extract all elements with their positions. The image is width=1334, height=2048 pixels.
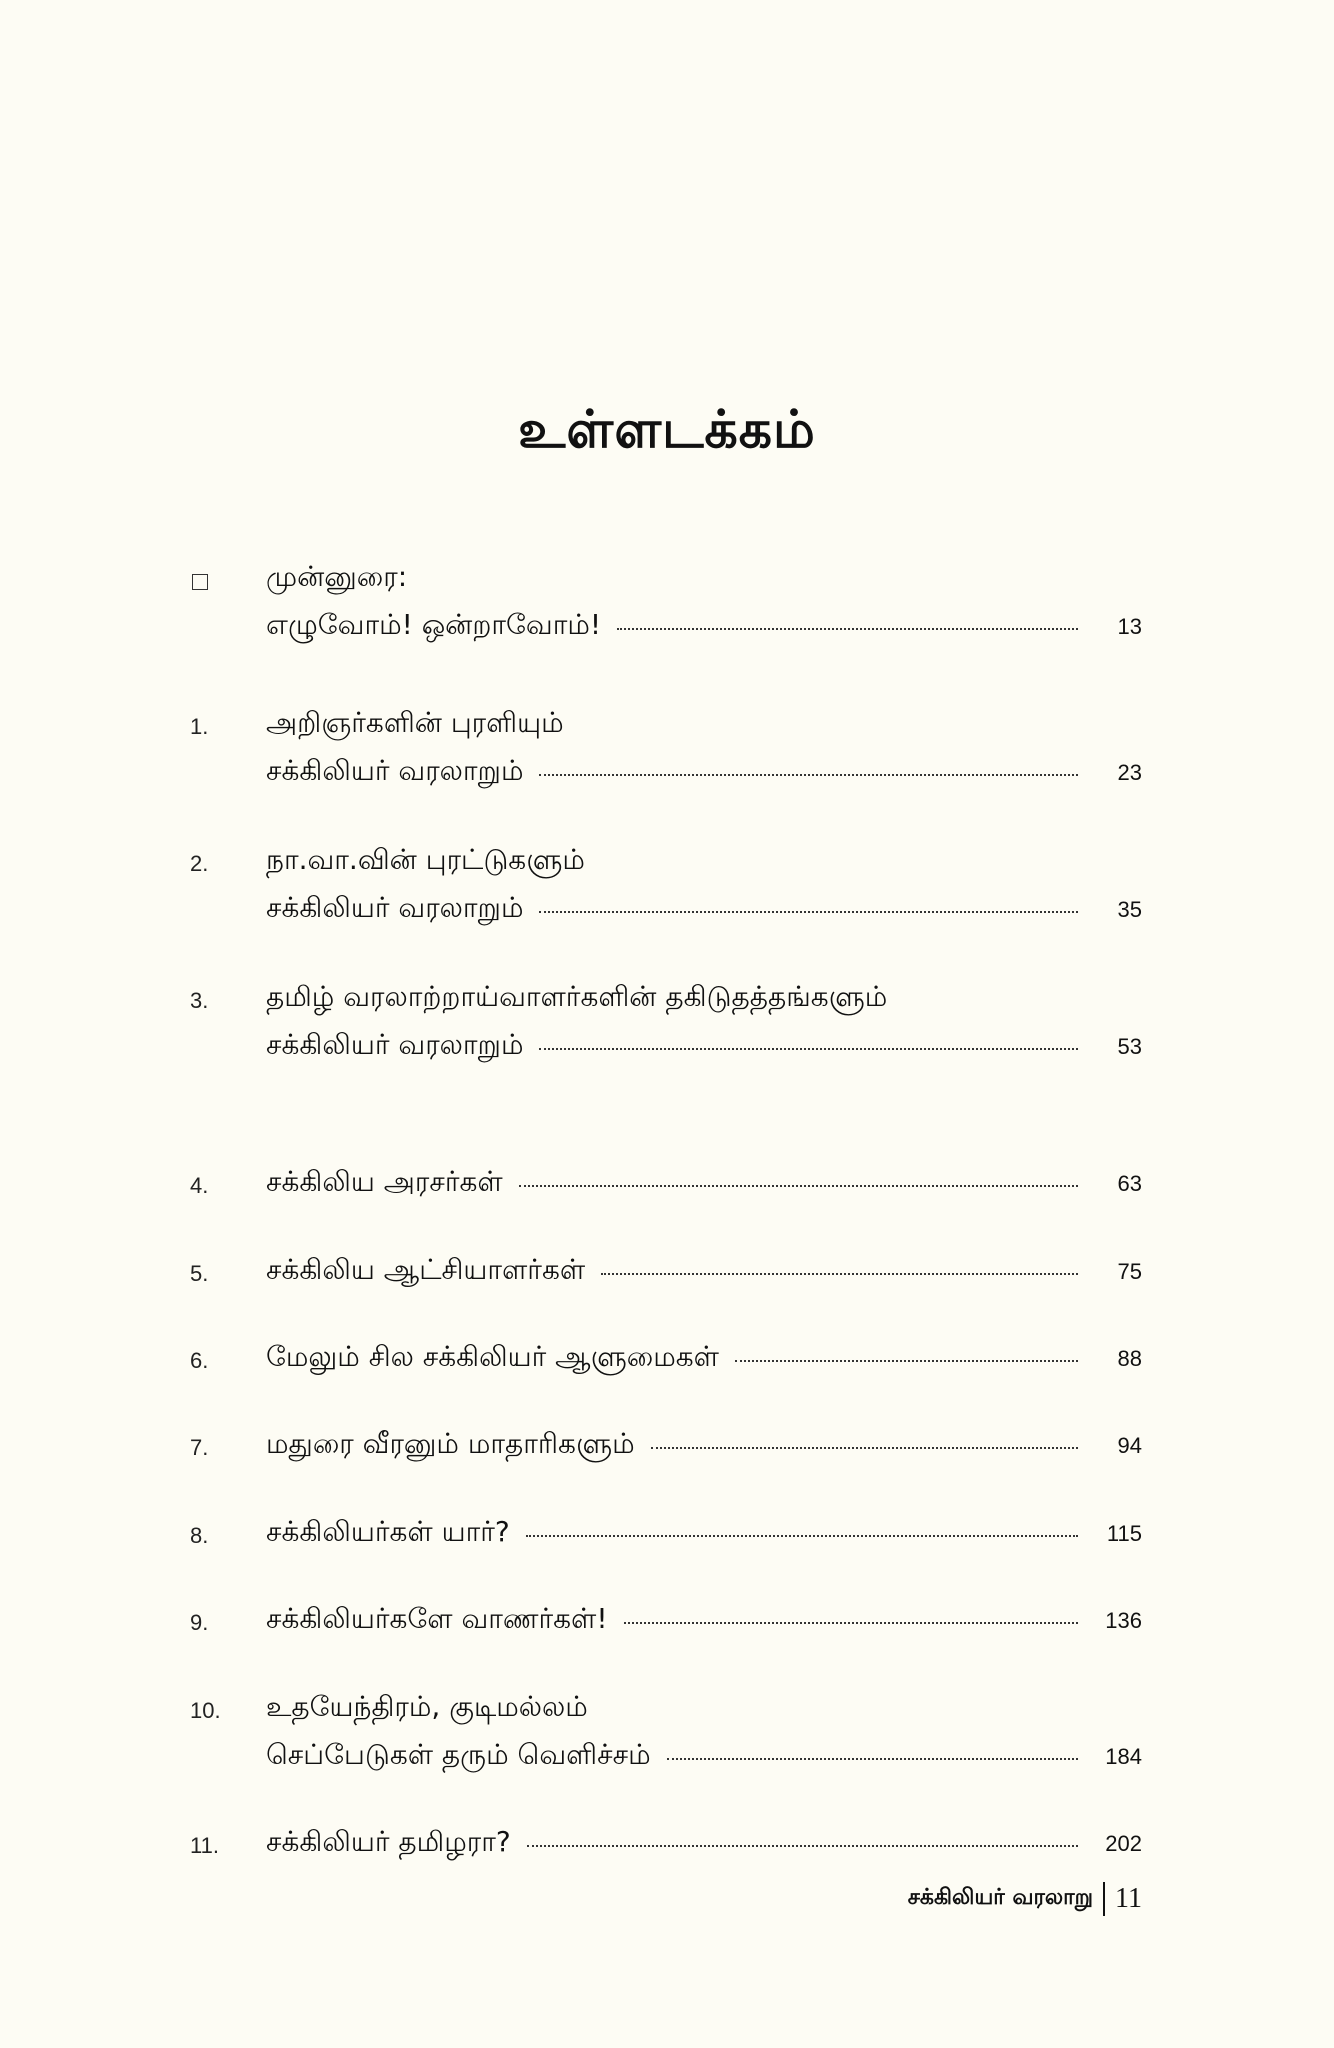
dot-leader <box>519 1185 1078 1187</box>
dot-leader <box>667 1758 1078 1760</box>
toc-page-number: 35 <box>1117 897 1142 922</box>
toc-entry-number: 5. <box>190 1261 209 1286</box>
toc-entry-number: 9. <box>190 1610 209 1635</box>
dot-leader <box>617 628 1078 630</box>
toc-entry-title: மேலும் சில சக்கிலியர் ஆளுமைகள் <box>266 1340 719 1373</box>
toc-page-number: 13 <box>1117 614 1142 639</box>
toc-entry-number: 6. <box>190 1348 209 1373</box>
toc-entry-title: அறிஞர்களின் புரளியும் <box>266 706 564 739</box>
dot-leader <box>527 1845 1078 1847</box>
footer-page-number: 11 <box>1115 1883 1142 1914</box>
toc-page-number: 63 <box>1117 1171 1142 1196</box>
toc-entry-subtitle: சக்கிலியர் வரலாறும் <box>266 891 524 924</box>
toc-page-number: 202 <box>1105 1831 1142 1856</box>
dot-leader <box>601 1273 1078 1275</box>
toc-page-number: 75 <box>1117 1259 1142 1284</box>
toc-entry-title: மதுரை வீரனும் மாதாரிகளும் <box>266 1427 635 1460</box>
toc-entry-title: சக்கிலியர்கள் யார்? <box>266 1515 510 1548</box>
toc-entry-number: 3. <box>190 988 209 1013</box>
toc-entry-number: 4. <box>190 1173 209 1198</box>
toc-entry-title: சக்கிலியர் தமிழரா? <box>266 1825 511 1858</box>
toc-entry-number: 1. <box>190 714 209 739</box>
toc-entry-subtitle: சக்கிலியர் வரலாறும் <box>266 754 524 787</box>
toc-entry-number: 8. <box>190 1523 209 1548</box>
toc-entry-title: சக்கிலிய அரசர்கள் <box>266 1165 503 1198</box>
page-footer <box>908 1882 1142 1916</box>
toc-page-number: 94 <box>1117 1433 1142 1458</box>
toc-entry-title: சக்கிலியர்களே வாணர்கள்! <box>266 1602 608 1635</box>
toc-page-number: 184 <box>1105 1744 1142 1769</box>
toc-entry-number: 2. <box>190 851 209 876</box>
toc-page-number: 53 <box>1117 1034 1142 1059</box>
dot-leader <box>735 1360 1078 1362</box>
toc-entry-title: முன்னுரை: <box>266 560 408 593</box>
toc-page-number: 136 <box>1105 1608 1142 1633</box>
toc-entry-subtitle: எழுவோம்! ஒன்றாவோம்! <box>266 608 602 641</box>
dot-leader <box>624 1622 1078 1624</box>
toc-entry-title: உதயேந்திரம், குடிமல்லம் <box>266 1690 588 1723</box>
toc-entry-title: நா.வா.வின் புரட்டுகளும் <box>266 843 585 876</box>
toc-entry-subtitle: சக்கிலியர் வரலாறும் <box>266 1028 524 1061</box>
toc-entry-title: தமிழ் வரலாற்றாய்வாளர்களின் தகிடுதத்தங்களும் <box>266 980 888 1013</box>
dot-leader <box>539 1048 1078 1050</box>
toc-entry-subtitle: செப்பேடுகள் தரும் வெளிச்சம் <box>266 1738 651 1771</box>
toc-entry-number: 11. <box>190 1833 219 1858</box>
running-footer-title: சக்கிலியர் வரலாறு <box>907 1885 1094 1910</box>
dot-leader <box>539 774 1078 776</box>
dot-leader <box>526 1535 1078 1537</box>
toc-entry-number: 7. <box>190 1435 209 1460</box>
footer-divider <box>1103 1882 1105 1916</box>
toc-page-number: 88 <box>1117 1346 1142 1371</box>
dot-leader <box>651 1447 1078 1449</box>
dot-leader <box>539 911 1078 913</box>
toc-entry-title: சக்கிலிய ஆட்சியாளர்கள் <box>266 1253 586 1286</box>
page-title: உள்ளடக்கம் <box>518 400 816 460</box>
toc-entry-number: 10. <box>190 1698 221 1723</box>
toc-page-number: 23 <box>1117 760 1142 785</box>
toc-page-number: 115 <box>1106 1521 1142 1546</box>
checkbox-square-icon <box>192 574 208 590</box>
